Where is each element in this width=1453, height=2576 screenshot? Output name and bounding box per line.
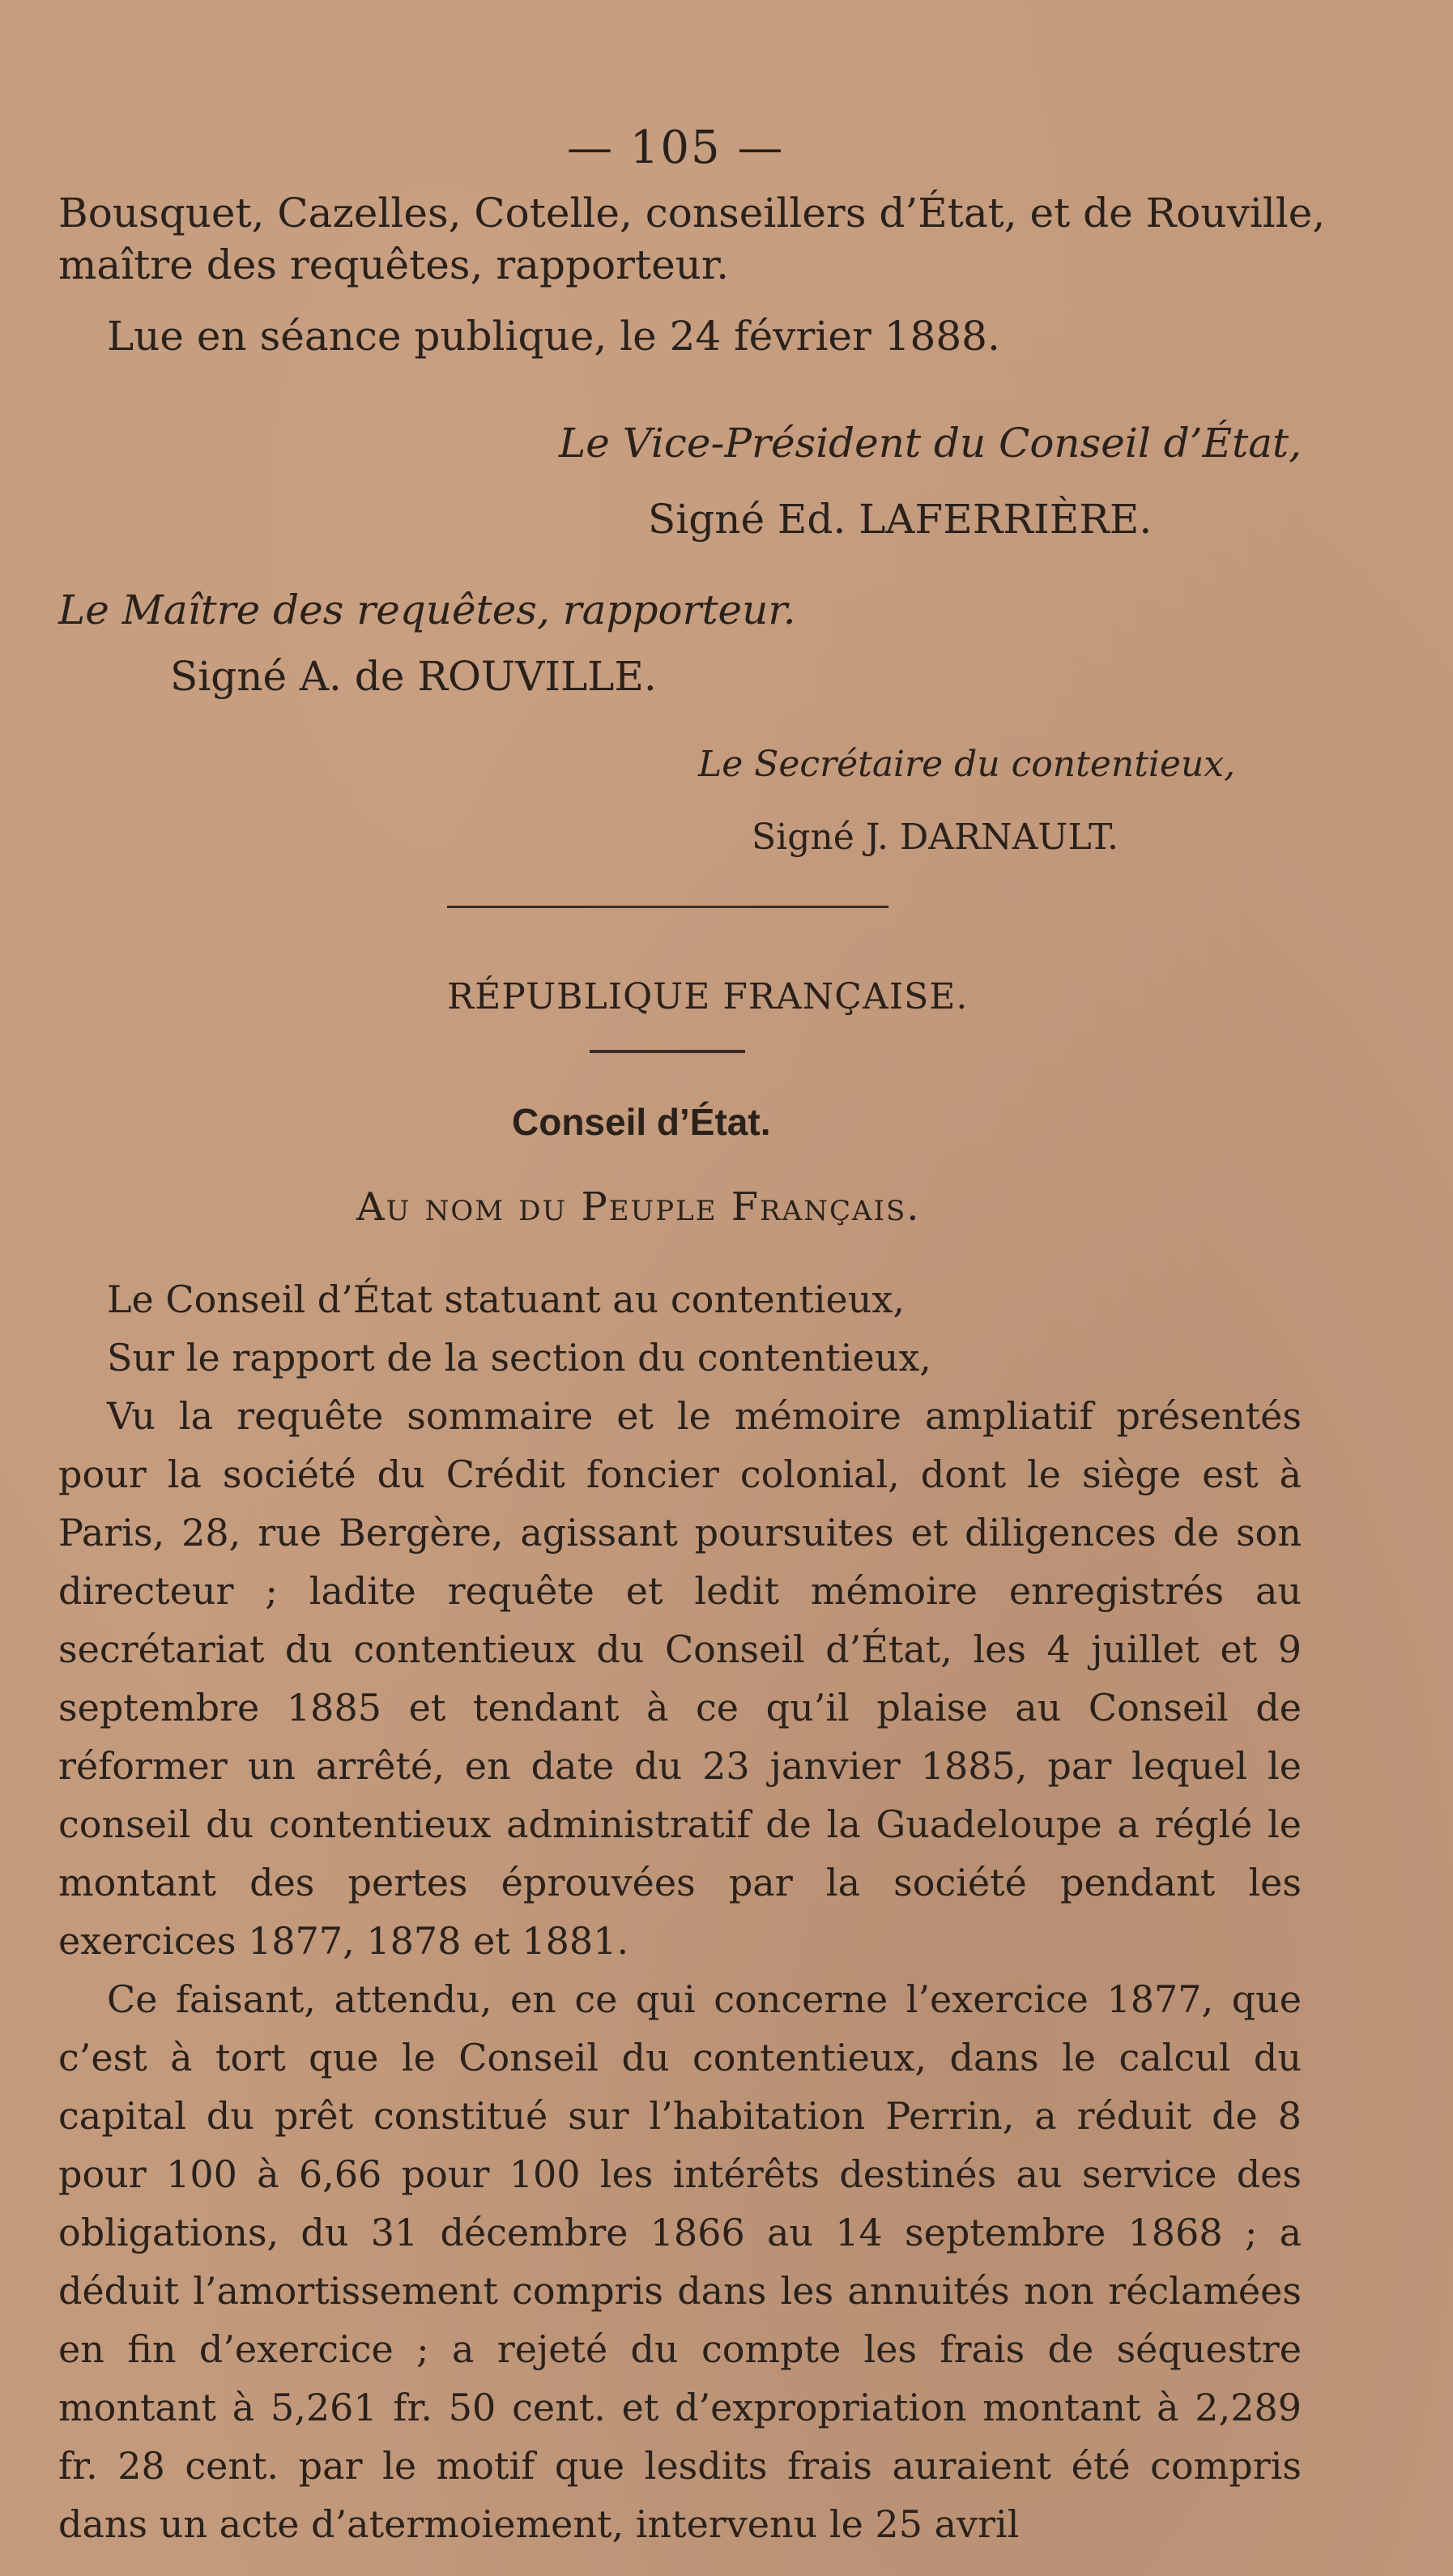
text-line-2: maître des requêtes, rapporteur. xyxy=(58,241,730,288)
au-nom-heading: Au nom du Peuple Français. xyxy=(356,1184,921,1230)
maitre-signature: Signé A. de ROUVILLE. xyxy=(170,653,657,700)
paragraph-3: Vu la requête sommaire et le mémoire ampliatif présentés pour la société du Crédit foncier colonial, dont le siège est à Paris, 28, rue Bergère, agissant poursuites et diligences de son directeur ; ladite requête et ledit mémoire enregistrés au secrétariat du contentieux du Conseil d’État, les 4 juillet et 9 septembre 1885 et tendant à ce qu’il plaise au Conseil de réformer un arrêté, en date du 23 janvier 1885, par lequel le conseil du contentieux administratif de la Guadeloupe a réglé le montant des pertes éprouvées par la société pendant les exercices 1877, 1878 et 1881. xyxy=(58,1394,1302,1963)
conseil-heading: Conseil d’État. xyxy=(512,1101,771,1143)
maitre-title: Le Maître des requêtes, rapporteur. xyxy=(58,586,796,633)
paragraph-2: Sur le rapport de la section du contentieux, xyxy=(107,1336,931,1380)
vice-president-signature: Signé Ed. LAFERRIÈRE. xyxy=(648,496,1153,543)
secretaire-signature: Signé J. DARNAULT. xyxy=(752,817,1119,858)
page-number: — 105 — xyxy=(567,122,785,174)
paragraph-4: Ce faisant, attendu, en ce qui concerne l’exercice 1877, que c’est à tort que le Conseil du contentieux, dans le calcul du capital du prêt constitué sur l’habitation Perrin, a réduit de 8 pour 100 à 6,66 pour 100 les intérêts destinés au service des obligations, du 31 décembre 1866 au 14 septembre 1868 ; a déduit l’amortissement compris dans les annuités non réclamées en fin d’exercice ; a rejeté du compte les frais de séquestre montant à 5,261 fr. 50 cent. et d’expropriation montant à 2,289 fr. 28 cent. par le motif que lesdits frais auraient été compris dans un acte d’atermoiement, intervenu le 25 avril xyxy=(58,1977,1302,2546)
paragraph-1: Le Conseil d’État statuant au contentieux, xyxy=(107,1277,905,1321)
text-line-1: Bousquet, Cazelles, Cotelle, conseillers d’État, et de Rouville, xyxy=(58,190,1326,237)
short-rule xyxy=(590,1050,745,1053)
read-line: Lue en séance publique, le 24 février 1888. xyxy=(107,313,1000,360)
body-text xyxy=(58,1270,1302,2553)
republique-heading: RÉPUBLIQUE FRANÇAISE. xyxy=(447,976,969,1017)
secretaire-title: Le Secrétaire du contentieux, xyxy=(698,744,1236,785)
separator-rule xyxy=(447,906,888,908)
vice-president-title: Le Vice-Président du Conseil d’État, xyxy=(559,420,1302,467)
